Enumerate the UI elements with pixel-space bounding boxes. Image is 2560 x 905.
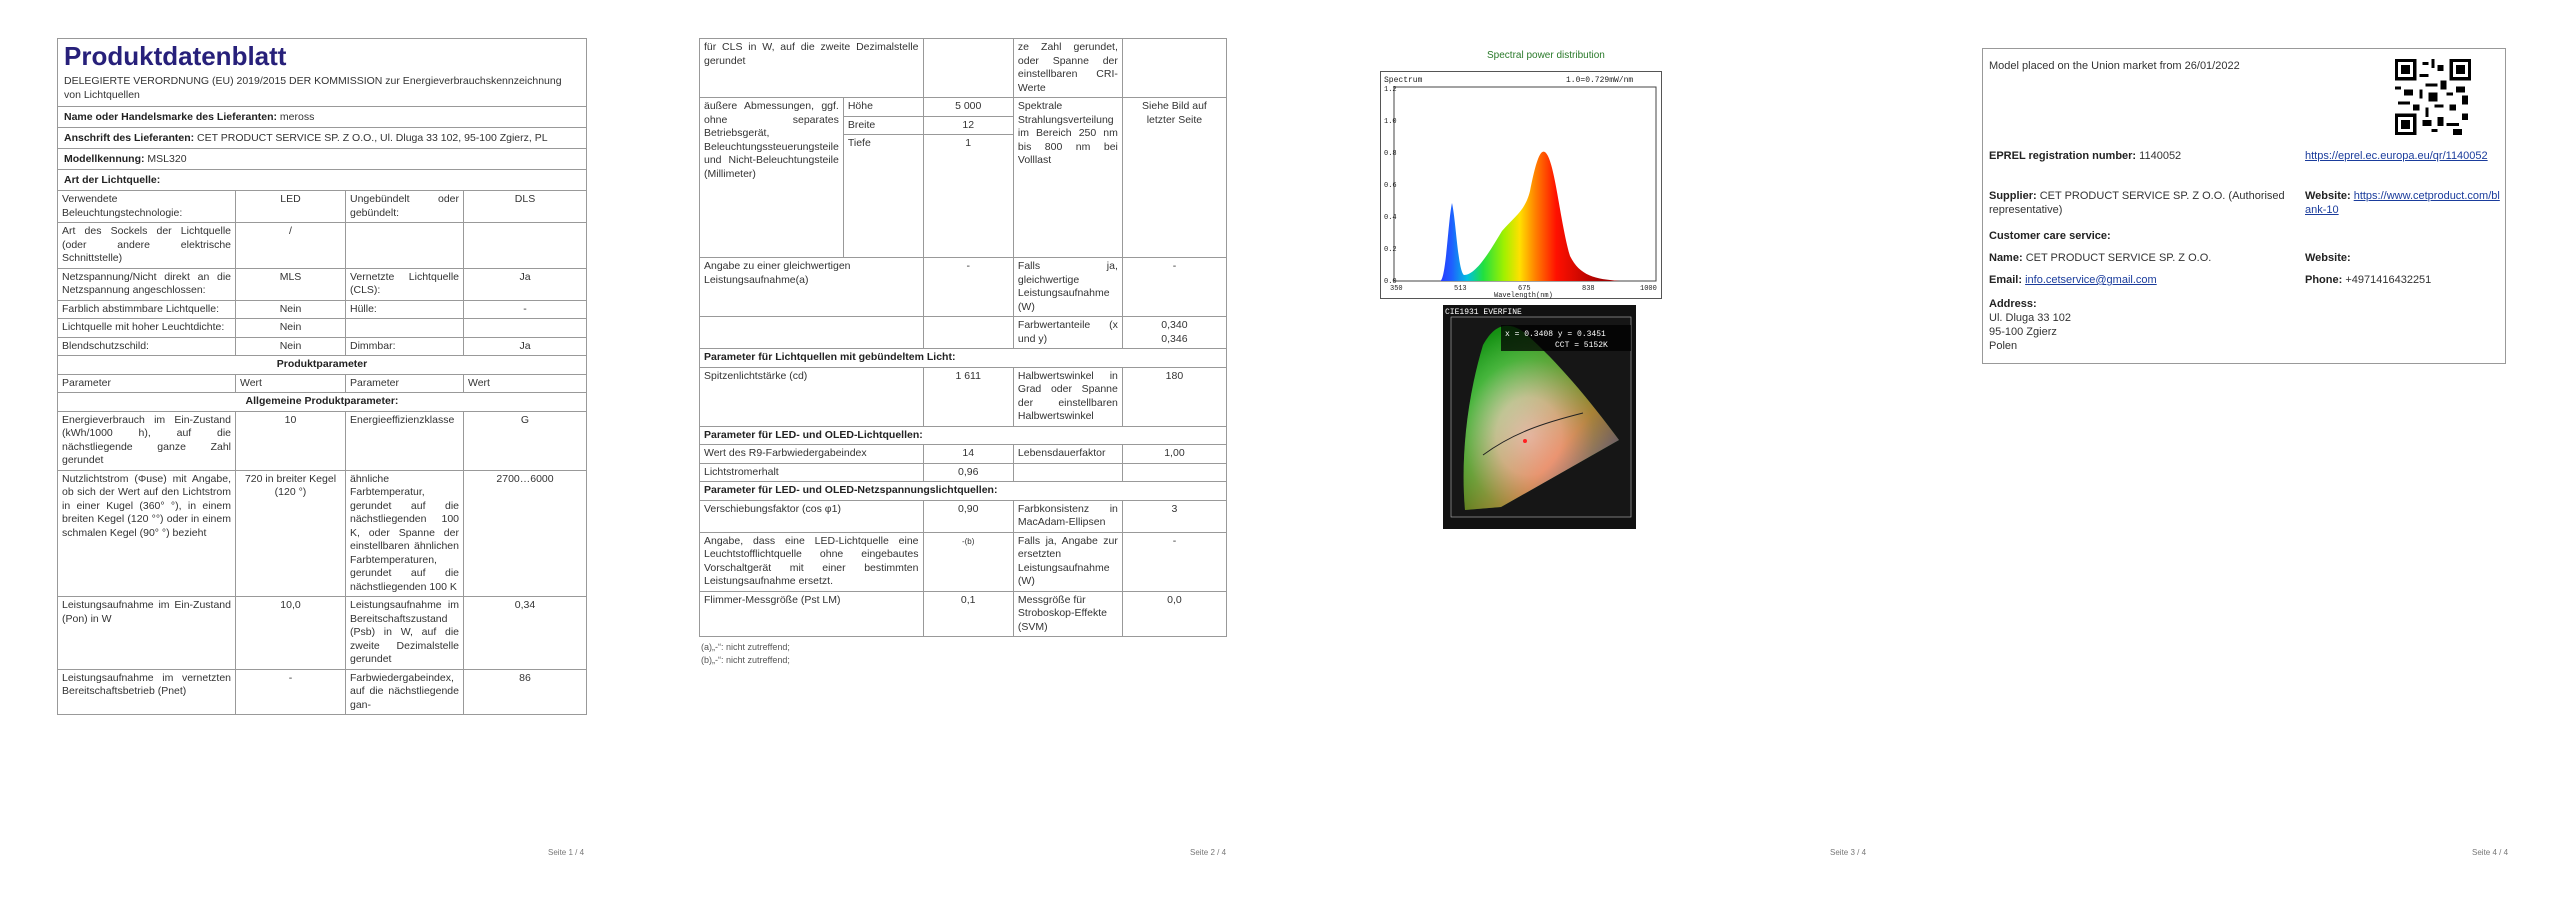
cell: 1,00 <box>1122 445 1226 464</box>
cie-xy: x = 0.3408 y = 0.3451 <box>1505 330 1606 339</box>
cell <box>346 319 464 338</box>
cell: 180 <box>1122 367 1226 426</box>
phone-label: Phone: <box>2305 274 2343 286</box>
table-row <box>58 223 587 269</box>
cell: ähnliche Farbtemperatur, gerundet auf die nächstliegenden 100 K, oder Spanne der einstellbaren ähnlichen Farbtemperaturen, gerundet auf die nächstliegenden 100 K <box>346 470 464 597</box>
cell: 5 000 <box>923 98 1013 117</box>
cell: Blendschutzschild: <box>58 337 236 356</box>
cell: Farblich abstimmbare Lichtquelle: <box>58 300 236 319</box>
spectral-distribution-image <box>1380 71 1662 299</box>
cell: Farbwiedergabeindex, auf die nächstliegende gan- <box>346 669 464 715</box>
cell: Lebensdauerfaktor <box>1013 445 1122 464</box>
cell: Dimmbar: <box>346 337 464 356</box>
cell: 1 <box>923 135 1013 258</box>
cell: Vernetzte Lichtquelle (CLS): <box>346 268 464 300</box>
page-number: Seite 1 / 4 <box>548 848 585 857</box>
type-label: Art der Lichtquelle: <box>64 174 161 186</box>
table-row <box>58 300 587 319</box>
cell: Spitzenlichtstärke (cd) <box>700 367 924 426</box>
cell: MLS <box>236 268 346 300</box>
page-title: Produktdatenblatt <box>64 41 287 71</box>
cell: Nein <box>236 300 346 319</box>
cell: DLS <box>464 191 587 223</box>
section-row <box>58 356 587 375</box>
website2-row <box>2305 251 2351 265</box>
cell: 1 611 <box>923 367 1013 426</box>
cell: 0,1 <box>923 591 1013 637</box>
x-tick: 838 <box>1582 285 1595 293</box>
table-row <box>58 597 587 670</box>
cell: 3 <box>1122 500 1226 532</box>
cell: Wert des R9-Farbwiedergabeindex <box>700 445 924 464</box>
table-row <box>700 39 1227 98</box>
x-tick: 513 <box>1454 285 1467 293</box>
supplier-label: Name oder Handelsmarke des Lieferanten: <box>64 111 277 123</box>
address-label: Address: <box>1989 298 2037 310</box>
cell <box>346 223 464 269</box>
website-label: Website: <box>2305 190 2351 202</box>
footnote-a: (a)„-“: nicht zutreffend; <box>701 642 790 652</box>
table-row <box>700 445 1227 464</box>
website2-label: Website: <box>2305 252 2351 264</box>
cell: Spektrale Strahlungsverteilung im Bereich 250 nm bis 800 nm bei Volllast <box>1013 98 1122 258</box>
cell: für CLS in W, auf die zweite Dezimalstelle gerundet <box>700 39 924 98</box>
page-3 <box>1280 0 1920 905</box>
peak-text: 1.0=0.729mW/nm <box>1566 76 1634 85</box>
page-2 <box>640 0 1280 905</box>
x-tick: 1000 <box>1640 285 1657 293</box>
table-row <box>700 532 1227 591</box>
cell: 10,0 <box>236 597 346 670</box>
cell: 720 in breiter Kegel (120 °) <box>236 470 346 597</box>
cell: 0,90 <box>923 500 1013 532</box>
cell: Flimmer-Messgröße (Pst LM) <box>700 591 924 637</box>
phone-row <box>2305 273 2431 287</box>
address-value: CET PRODUCT SERVICE SP. Z O.O., Ul. Dluga 33 102, 95-100 Zgierz, PL <box>197 132 548 144</box>
cie-cct: CCT = 5152K <box>1555 341 1608 350</box>
column-header: Wert <box>236 374 346 393</box>
chromaticity-point <box>1523 439 1527 443</box>
page-number: Seite 2 / 4 <box>1190 848 1227 857</box>
y-tick: 1.2 <box>1384 86 1397 94</box>
table-row <box>58 319 587 338</box>
cell: 0,34 <box>464 597 587 670</box>
section-heading: Allgemeine Produktparameter: <box>58 393 587 412</box>
column-header: Parameter <box>346 374 464 393</box>
spectral-title: Spectral power distribution <box>1487 50 1605 61</box>
cell: 0,0 <box>1122 591 1226 637</box>
cell: - <box>464 300 587 319</box>
cell: 10 <box>236 411 346 470</box>
page-number: Seite 4 / 4 <box>2472 848 2509 857</box>
table-row <box>700 463 1227 482</box>
cell: äußere Abmessungen, ggf. ohne separates Betriebsgerät, Beleuchtungssteuerungsteile und Nicht-Beleuchtungsteile (Millimeter) <box>700 98 844 258</box>
page-4 <box>1920 0 2560 905</box>
table-row <box>58 669 587 715</box>
cell: Siehe Bild auf letzter Seite <box>1122 98 1226 258</box>
address-row <box>58 127 586 148</box>
eprel-value: 1140052 <box>2139 150 2182 162</box>
eprel-link[interactable]: https://eprel.ec.europa.eu/qr/1140052 <box>2305 150 2488 162</box>
cell: 12 <box>923 116 1013 135</box>
y-tick: 0.0 <box>1384 278 1397 286</box>
website-link[interactable]: https://www.cetproduct.com/blank-10 <box>2305 190 2500 216</box>
cell <box>464 223 587 269</box>
name-label: Name: <box>1989 252 2023 264</box>
section-heading: Parameter für Lichtquellen mit gebündeltem Licht: <box>700 349 1227 368</box>
cell: Angabe, dass eine LED-Lichtquelle eine Leuchtstofflichtquelle ohne eingebautes Vorschaltgerät mit einer bestimmten Leistungsaufnahme ersetzt. <box>700 532 924 591</box>
section-heading: Parameter für LED- und OLED-Netzspannungslichtquellen: <box>700 482 1227 501</box>
eprel-row <box>1989 149 2289 163</box>
cell <box>1122 39 1226 98</box>
cell: Leistungsaufnahme im Bereitschaftszustand (Psb) in W, auf die zweite Dezimalstelle gerundet <box>346 597 464 670</box>
address-label: Anschrift des Lieferanten: <box>64 132 195 144</box>
y-tick: 0.6 <box>1384 182 1397 190</box>
section-row <box>700 482 1227 501</box>
address-line: Ul. Dluga 33 102 <box>1989 312 2071 324</box>
cell: Leistungsaufnahme im vernetzten Bereitschaftsbetrieb (Pnet) <box>58 669 236 715</box>
cell: ze Zahl gerundet, oder Spanne der einstellbaren CRI-Werte <box>1013 39 1122 98</box>
parameter-table-continued <box>699 38 1227 637</box>
cell: - <box>1122 258 1226 317</box>
care-heading <box>1989 229 2111 243</box>
cell: Falls ja, Angabe zur ersetzten Leistungsaufnahme (W) <box>1013 532 1122 591</box>
cell: Ja <box>464 268 587 300</box>
type-row <box>58 169 586 190</box>
cell: - <box>923 258 1013 317</box>
cell: 14 <box>923 445 1013 464</box>
y-tick: 1.0 <box>1384 118 1397 126</box>
section-row <box>58 393 587 412</box>
email-link[interactable]: info.cetservice@gmail.com <box>2025 274 2157 286</box>
cell: Verwendete Beleuchtungstechnologie: <box>58 191 236 223</box>
section-heading: Parameter für LED- und OLED-Lichtquellen: <box>700 426 1227 445</box>
cell <box>923 39 1013 98</box>
cell: Lichtstromerhalt <box>700 463 924 482</box>
cell: 0,96 <box>923 463 1013 482</box>
section-heading: Produktparameter <box>58 356 587 375</box>
wavelength-label: Wavelength(nm) <box>1494 292 1553 299</box>
email-row <box>1989 273 2289 287</box>
cie-title: CIE1931 EVERFINE <box>1445 308 1522 317</box>
cell: Verschiebungsfaktor (cos φ1) <box>700 500 924 532</box>
cell: Ungebündelt oder gebündelt: <box>346 191 464 223</box>
table-row <box>58 411 587 470</box>
cell: 0,340 0,346 <box>1122 317 1226 349</box>
table-row <box>700 367 1227 426</box>
table-row <box>700 500 1227 532</box>
y-tick: 0.4 <box>1384 214 1397 222</box>
cell: Falls ja, gleichwertige Leistungsaufnahme (W) <box>1013 258 1122 317</box>
qr-code-icon <box>2395 59 2471 135</box>
cell: / <box>236 223 346 269</box>
cell: Leistungsaufnahme im Ein-Zustand (Pon) in W <box>58 597 236 670</box>
cell <box>1122 463 1226 482</box>
care-label: Customer care service: <box>1989 230 2111 242</box>
cell: Farbkonsistenz in MacAdam-Ellipsen <box>1013 500 1122 532</box>
cell: Halbwertswinkel in Grad oder Spanne der einstellbaren Halbwertswinkel <box>1013 367 1122 426</box>
cell: Angabe zu einer gleichwertigen Leistungsaufnahme(a) <box>700 258 924 317</box>
cell <box>464 319 587 338</box>
cell: Nein <box>236 337 346 356</box>
table-row <box>58 268 587 300</box>
column-header: Parameter <box>58 374 236 393</box>
model-value: MSL320 <box>147 153 187 165</box>
cie-chromaticity-image <box>1443 305 1636 529</box>
cell: Höhe <box>843 98 923 117</box>
cell: Art des Sockels der Lichtquelle (oder andere elektrische Schnittstelle) <box>58 223 236 269</box>
header-row <box>58 374 587 393</box>
cell: Farbwertanteile (x und y) <box>1013 317 1122 349</box>
table-row <box>58 337 587 356</box>
cell: 86 <box>464 669 587 715</box>
eprel-label: EPREL registration number: <box>1989 150 2137 162</box>
table-row <box>58 191 587 223</box>
model-row <box>58 148 586 169</box>
page-1 <box>0 0 640 905</box>
email-label: Email: <box>1989 274 2023 286</box>
name-value: CET PRODUCT SERVICE SP. Z O.O. <box>2025 252 2212 264</box>
cell: Nutzlichtstrom (Φuse) mit Angabe, ob sich der Wert auf den Lichtstrom in einer Kugel (360° °), in einem breiten Kegel (120 °°) oder in einem schmalen Kegel (90° °) bezieht <box>58 470 236 597</box>
address-block <box>1989 297 2071 353</box>
cell <box>923 317 1013 349</box>
supplier-value: CET PRODUCT SERVICE SP. Z O.O. (Authorised representative) <box>1989 190 2285 216</box>
supplier-row <box>58 106 586 127</box>
cell: Breite <box>843 116 923 135</box>
model-label: Modellkennung: <box>64 153 145 165</box>
column-header: Wert <box>464 374 587 393</box>
eprel-info-card <box>1982 48 2506 364</box>
cell: Nein <box>236 319 346 338</box>
section-row <box>700 349 1227 368</box>
x-tick: 675 <box>1518 285 1531 293</box>
table-row <box>700 591 1227 637</box>
light-source-table <box>57 190 587 715</box>
spectrum-label: Spectrum <box>1384 76 1423 85</box>
datasheet-page-2 <box>699 38 1227 667</box>
supplier-label: Supplier: <box>1989 190 2037 202</box>
cell: LED <box>236 191 346 223</box>
cell: Messgröße für Stroboskop-Effekte (SVM) <box>1013 591 1122 637</box>
cell: - <box>1122 532 1226 591</box>
cell: Netzspannung/Nicht direkt an die Netzspannung angeschlossen: <box>58 268 236 300</box>
datasheet-page-1 <box>57 38 587 715</box>
table-row <box>700 317 1227 349</box>
x-tick: 350 <box>1390 285 1403 293</box>
cell <box>700 317 924 349</box>
address-line: Polen <box>1989 340 2018 352</box>
cell: Ja <box>464 337 587 356</box>
cell: Energieverbrauch im Ein-Zustand (kWh/1000 h), auf die nächstliegende ganze Zahl gerundet <box>58 411 236 470</box>
cell: - <box>236 669 346 715</box>
cell: Energieeffizienzklasse <box>346 411 464 470</box>
cell: Tiefe <box>843 135 923 258</box>
table-row <box>700 258 1227 317</box>
section-row <box>700 426 1227 445</box>
regulation-subtitle: DELEGIERTE VERORDNUNG (EU) 2019/2015 DER KOMMISSION zur Energieverbrauchskennzeichnung von Lichtquellen <box>64 75 562 101</box>
page-number: Seite 3 / 4 <box>1830 848 1867 857</box>
website-row <box>2305 189 2500 217</box>
cell: 2700…6000 <box>464 470 587 597</box>
table-row <box>700 98 1227 117</box>
y-tick: 0.2 <box>1384 246 1397 254</box>
supplier-value: meross <box>279 111 315 123</box>
cell <box>1013 463 1122 482</box>
name-row <box>1989 251 2289 265</box>
table-row <box>58 470 587 597</box>
y-tick: 0.8 <box>1384 150 1397 158</box>
cell: Lichtquelle mit hoher Leuchtdichte: <box>58 319 236 338</box>
placed-on-market: Model placed on the Union market from 26/01/2022 <box>1989 60 2240 72</box>
supplier-row <box>1989 189 2289 217</box>
address-line: 95-100 Zgierz <box>1989 326 2057 338</box>
cell: -(b) <box>923 532 1013 591</box>
cell: G <box>464 411 587 470</box>
footnote-b: (b)„-“: nicht zutreffend; <box>701 655 790 665</box>
cell: Hülle: <box>346 300 464 319</box>
phone-value: +4971416432251 <box>2345 274 2432 286</box>
